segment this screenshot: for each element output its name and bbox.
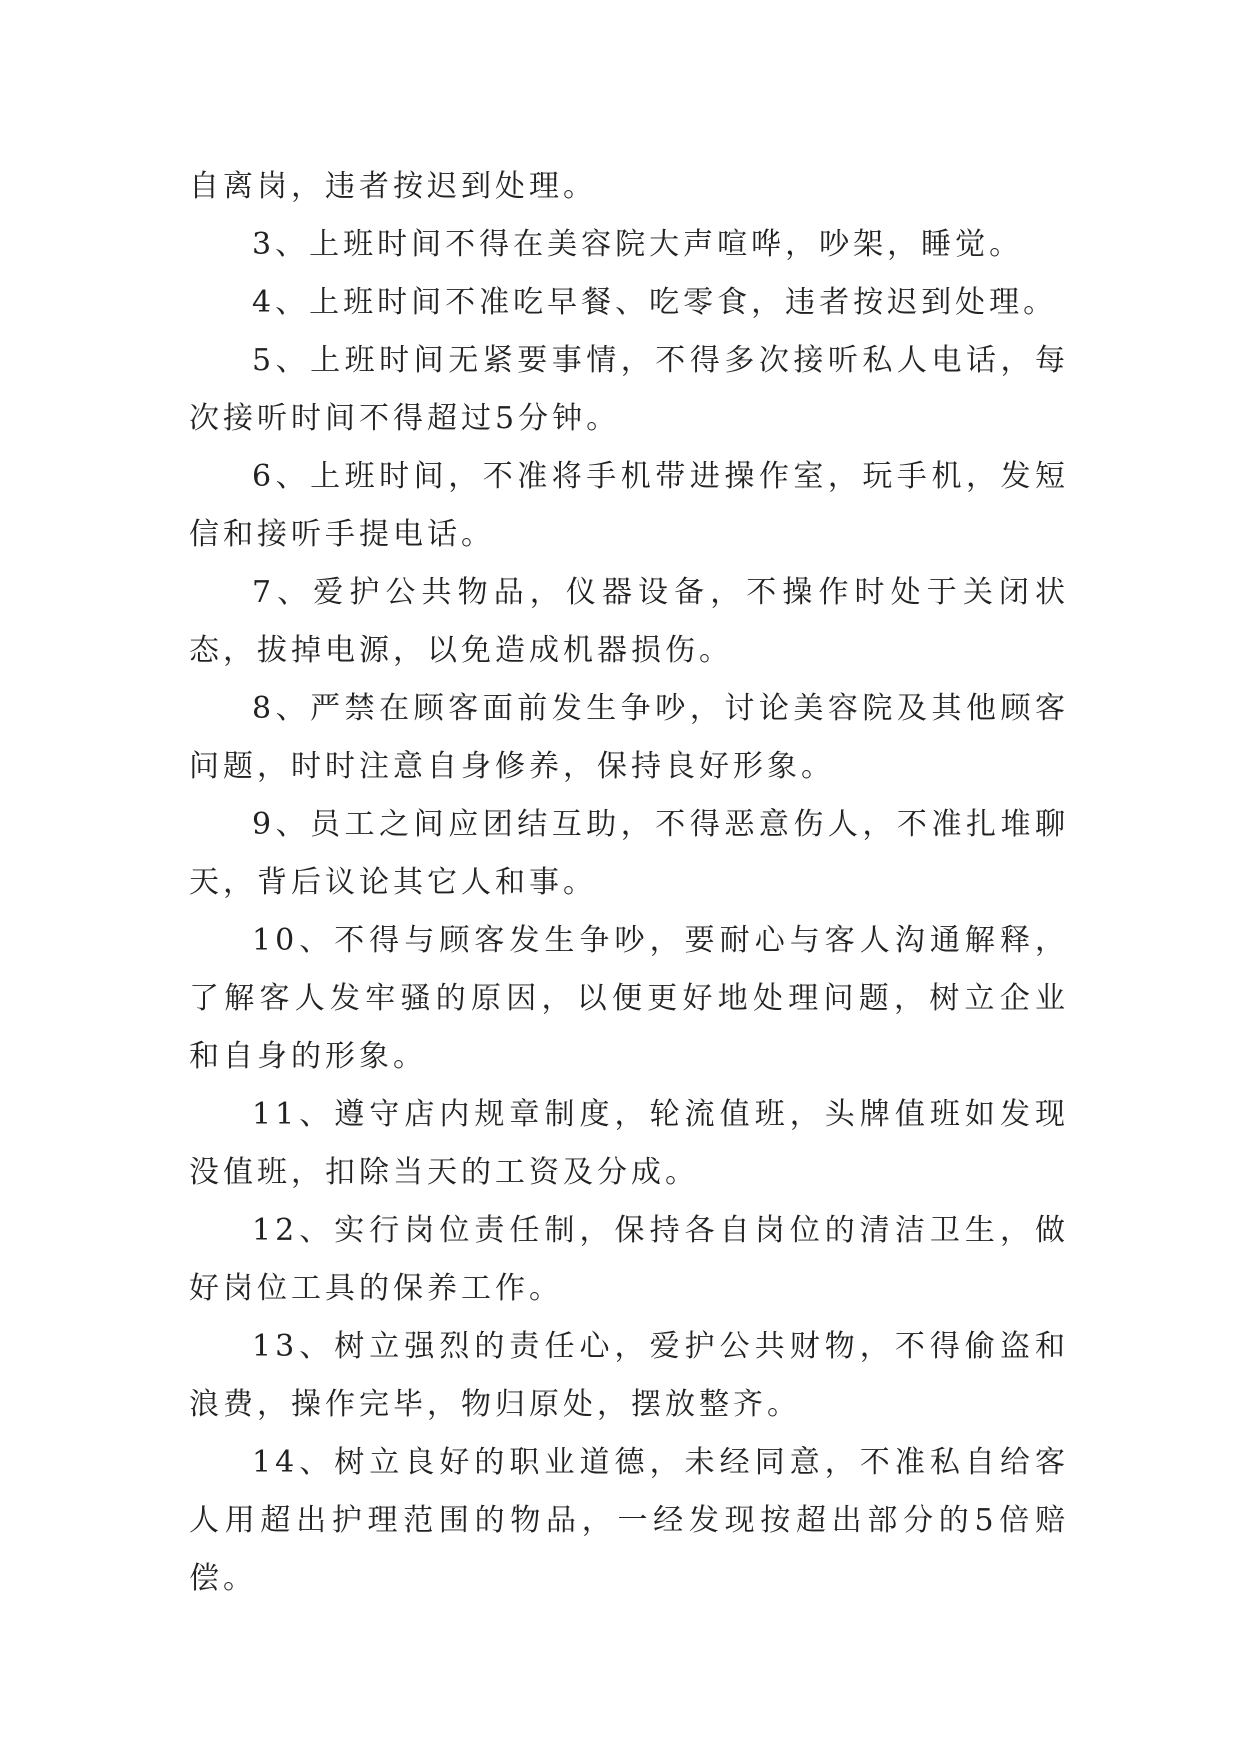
rule-9: 9、员工之间应团结互助，不得恶意伤人，不准扎堆聊天，背后议论其它人和事。	[189, 807, 1069, 900]
document-body	[189, 158, 1069, 1608]
rule-8: 8、严禁在顾客面前发生争吵，讨论美容院及其他顾客问题，时时注意自身修养，保持良好形象。	[189, 691, 1069, 784]
rule-3: 3、上班时间不得在美容院大声喧哗，吵架，睡觉。	[252, 227, 1024, 262]
rule-13: 13、树立强烈的责任心，爱护公共财物，不得偷盗和浪费，操作完毕，物归原处，摆放整齐。	[189, 1329, 1069, 1422]
rule-14: 14、树立良好的职业道德，未经同意，不准私自给客人用超出护理范围的物品，一经发现按超出部分的5倍赔偿。	[189, 1445, 1069, 1596]
rule-5: 5、上班时间无紧要事情，不得多次接听私人电话，每次接听时间不得超过5分钟。	[189, 343, 1069, 436]
rule-7: 7、爱护公共物品，仪器设备，不操作时处于关闭状态，拔掉电源，以免造成机器损伤。	[189, 575, 1069, 668]
rule-6: 6、上班时间，不准将手机带进操作室，玩手机，发短信和接听手提电话。	[189, 459, 1069, 552]
rule-11: 11、遵守店内规章制度，轮流值班，头牌值班如发现没值班，扣除当天的工资及分成。	[189, 1097, 1069, 1190]
rule-12: 12、实行岗位责任制，保持各自岗位的清洁卫生，做好岗位工具的保养工作。	[189, 1213, 1069, 1306]
rule-4: 4、上班时间不准吃早餐、吃零食，违者按迟到处理。	[252, 285, 1058, 320]
paragraph-continuation: 自离岗，违者按迟到处理。	[189, 169, 597, 204]
rule-10: 10、不得与顾客发生争吵，要耐心与客人沟通解释，了解客人发牢骚的原因，以便更好地处理问题，树立企业和自身的形象。	[189, 923, 1069, 1074]
